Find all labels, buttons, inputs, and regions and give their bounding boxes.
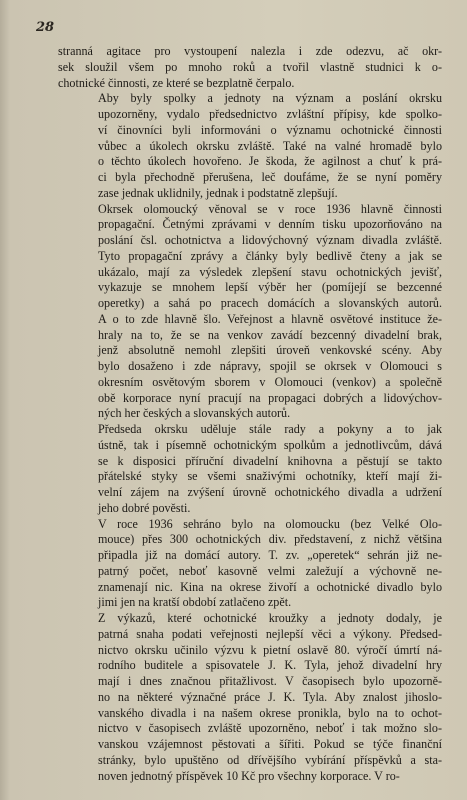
text-line: ných her českých a slovanských autorů. — [98, 406, 291, 421]
text-line: noven jednotný příspěvek 10 Kč pro všechny korporace. V ro- — [98, 768, 400, 783]
text-line: jeho dobré pověsti. — [98, 500, 191, 515]
text-line: hraly na to, že se na venkov zavádí bezcenný divadelní brak, — [98, 327, 442, 342]
text-line: Tyto propagační zprávy a články byly bedlivě čteny a jak se — [98, 248, 442, 263]
text-line: obě korporace nyní pracují na propagaci dobrých a lidovýchov- — [98, 390, 442, 405]
paragraph — [58, 611, 442, 784]
text-line: upozorněny, vydalo předsednictvo zvláštní přípisy, kde spolko- — [98, 107, 442, 121]
page-number: 28 — [36, 20, 55, 35]
text-line: Z výkazů, které ochotnické kroužky a jednoty dodaly, je — [98, 611, 442, 625]
text-line: A o to zde hlavně šlo. Veřejnost a hlavně osvětové instituce že- — [98, 311, 442, 326]
text-line: stranná agitace pro vystoupení nalezla i zde odezvu, ač okr- — [58, 44, 442, 58]
text-line: ústně, tak i písemně ochotnickým spolkům a jednotlivcům, dává — [98, 437, 442, 452]
paragraph — [58, 44, 442, 91]
text-line: patrná snaha podati veřejnosti nejlepší věci a výkony. Předsed- — [98, 626, 442, 641]
text-line: sek sloužil všem po mnoho roků a tvořil vlastně studnici k o- — [58, 59, 442, 74]
text-line: Předseda okrsku uděluje stále rady a pokyny a to jak — [98, 422, 442, 436]
text-line: propagační. Četnými zprávami v denním tisku upozorňováno na — [98, 217, 442, 232]
text-line: poslání čsl. ochotnictva a lidovýchovný význam divadla zvláště. — [98, 233, 442, 247]
text-line: jenž absolutně nemohl zlepšiti úroveň venkovské scény. Aby — [98, 343, 442, 358]
text-line: Aby byly spolky a jednoty na význam a poslání okrsku — [98, 91, 442, 106]
text-line: operetky) a sahá po pracech domácích a slovanských autorů. — [98, 296, 442, 310]
paragraph — [58, 517, 442, 612]
text-line: stránky, bylo upuštěno od dřívějšího vybírání příspěvků a sta- — [98, 752, 442, 767]
text-line: připadla již na domácí autory. T. zv. „operetek“ sehrán již ne- — [98, 548, 442, 562]
text-line: nictvo v časopisech zvláště upozorněno, neboť i tak možno slo- — [98, 721, 442, 736]
text-line: ví činovníci byli informováni o významu ochotnické činnosti — [98, 122, 442, 137]
text-line: okresním osvětovým sborem v Olomouci (venkov) a společně — [98, 374, 442, 389]
text-line: Okrsek olomoucký věnoval se v roce 1936 hlavně činnosti — [98, 201, 442, 216]
text-line: vanského divadla i na našem okrese pronikla, bylo na to ochot- — [98, 705, 442, 720]
text-line: no na některé význačné práce J. K. Tyla. Aby znalost jihoslo- — [98, 689, 442, 704]
text-line: se k disposici příruční divadelní knihovna a pěstují se takto — [98, 453, 442, 468]
text-line: ci byla přechodně přerušena, leč doufáme, že se nyní poměry — [98, 170, 442, 184]
text-line: jimi jen na kratší období zatlačeno zpět. — [98, 595, 292, 610]
text-line: rodního buditele a spisovatele J. K. Tyla, jehož divadelní hry — [98, 658, 442, 673]
text-line: mají i dnes značnou přitažlivost. V časopisech bylo upozorně- — [98, 674, 442, 688]
text-line: přátelské styky se všemi snaživými ochotníky, kteří mají ži- — [98, 469, 442, 484]
text-line: vanskou vzájemnost pěstovati a šířiti. Pokud se týče finanční — [98, 737, 442, 751]
text-line: ukázalo, mají za výsledek zlepšení stavu ochotnických jevišť, — [98, 264, 442, 279]
text-line: znamenají nic. Kina na okrese živoří a ochotnické divadlo bylo — [98, 579, 442, 594]
text-line: V roce 1936 sehráno bylo na olomoucku (bez Velké Olo- — [98, 516, 442, 531]
paragraph — [58, 422, 442, 517]
paragraph — [58, 91, 442, 201]
text-line: velní zájem na zvýšení úrovně ochotnického divadla a udržení — [98, 485, 442, 499]
text-line: zase jednak uklidnily, jednak i podstatně zlepšují. — [98, 185, 338, 200]
text-line: nictvo okrsku učinilo výzvu k pietní oslavě 80. výročí úmrtí ná- — [98, 642, 442, 657]
text-line: bylo dosaženo i zde nápravy, spojil se okrsek v Olomouci s — [98, 359, 442, 373]
text-line: patrný počet, neboť kasovně velmi zaležují a výchovně ne- — [98, 563, 442, 578]
text-line: mouce) přes 300 ochotnických div. představení, z nichž většina — [98, 532, 442, 547]
text-line: chotnické činnosti, ze které se bezplatně čerpalo. — [58, 75, 295, 90]
paragraph — [58, 202, 442, 423]
text-line: vůbec a úkolech okrsku zvláště. Také na valné hromadě bylo — [98, 138, 442, 153]
text-line: vykazuje se mnohem lepší výběr her (pomíjejí se bezcenné — [98, 280, 442, 295]
text-line: o těchto úkolech hovořeno. Je škoda, že agilnost a chuť k prá- — [98, 154, 442, 169]
body-text — [58, 44, 442, 784]
